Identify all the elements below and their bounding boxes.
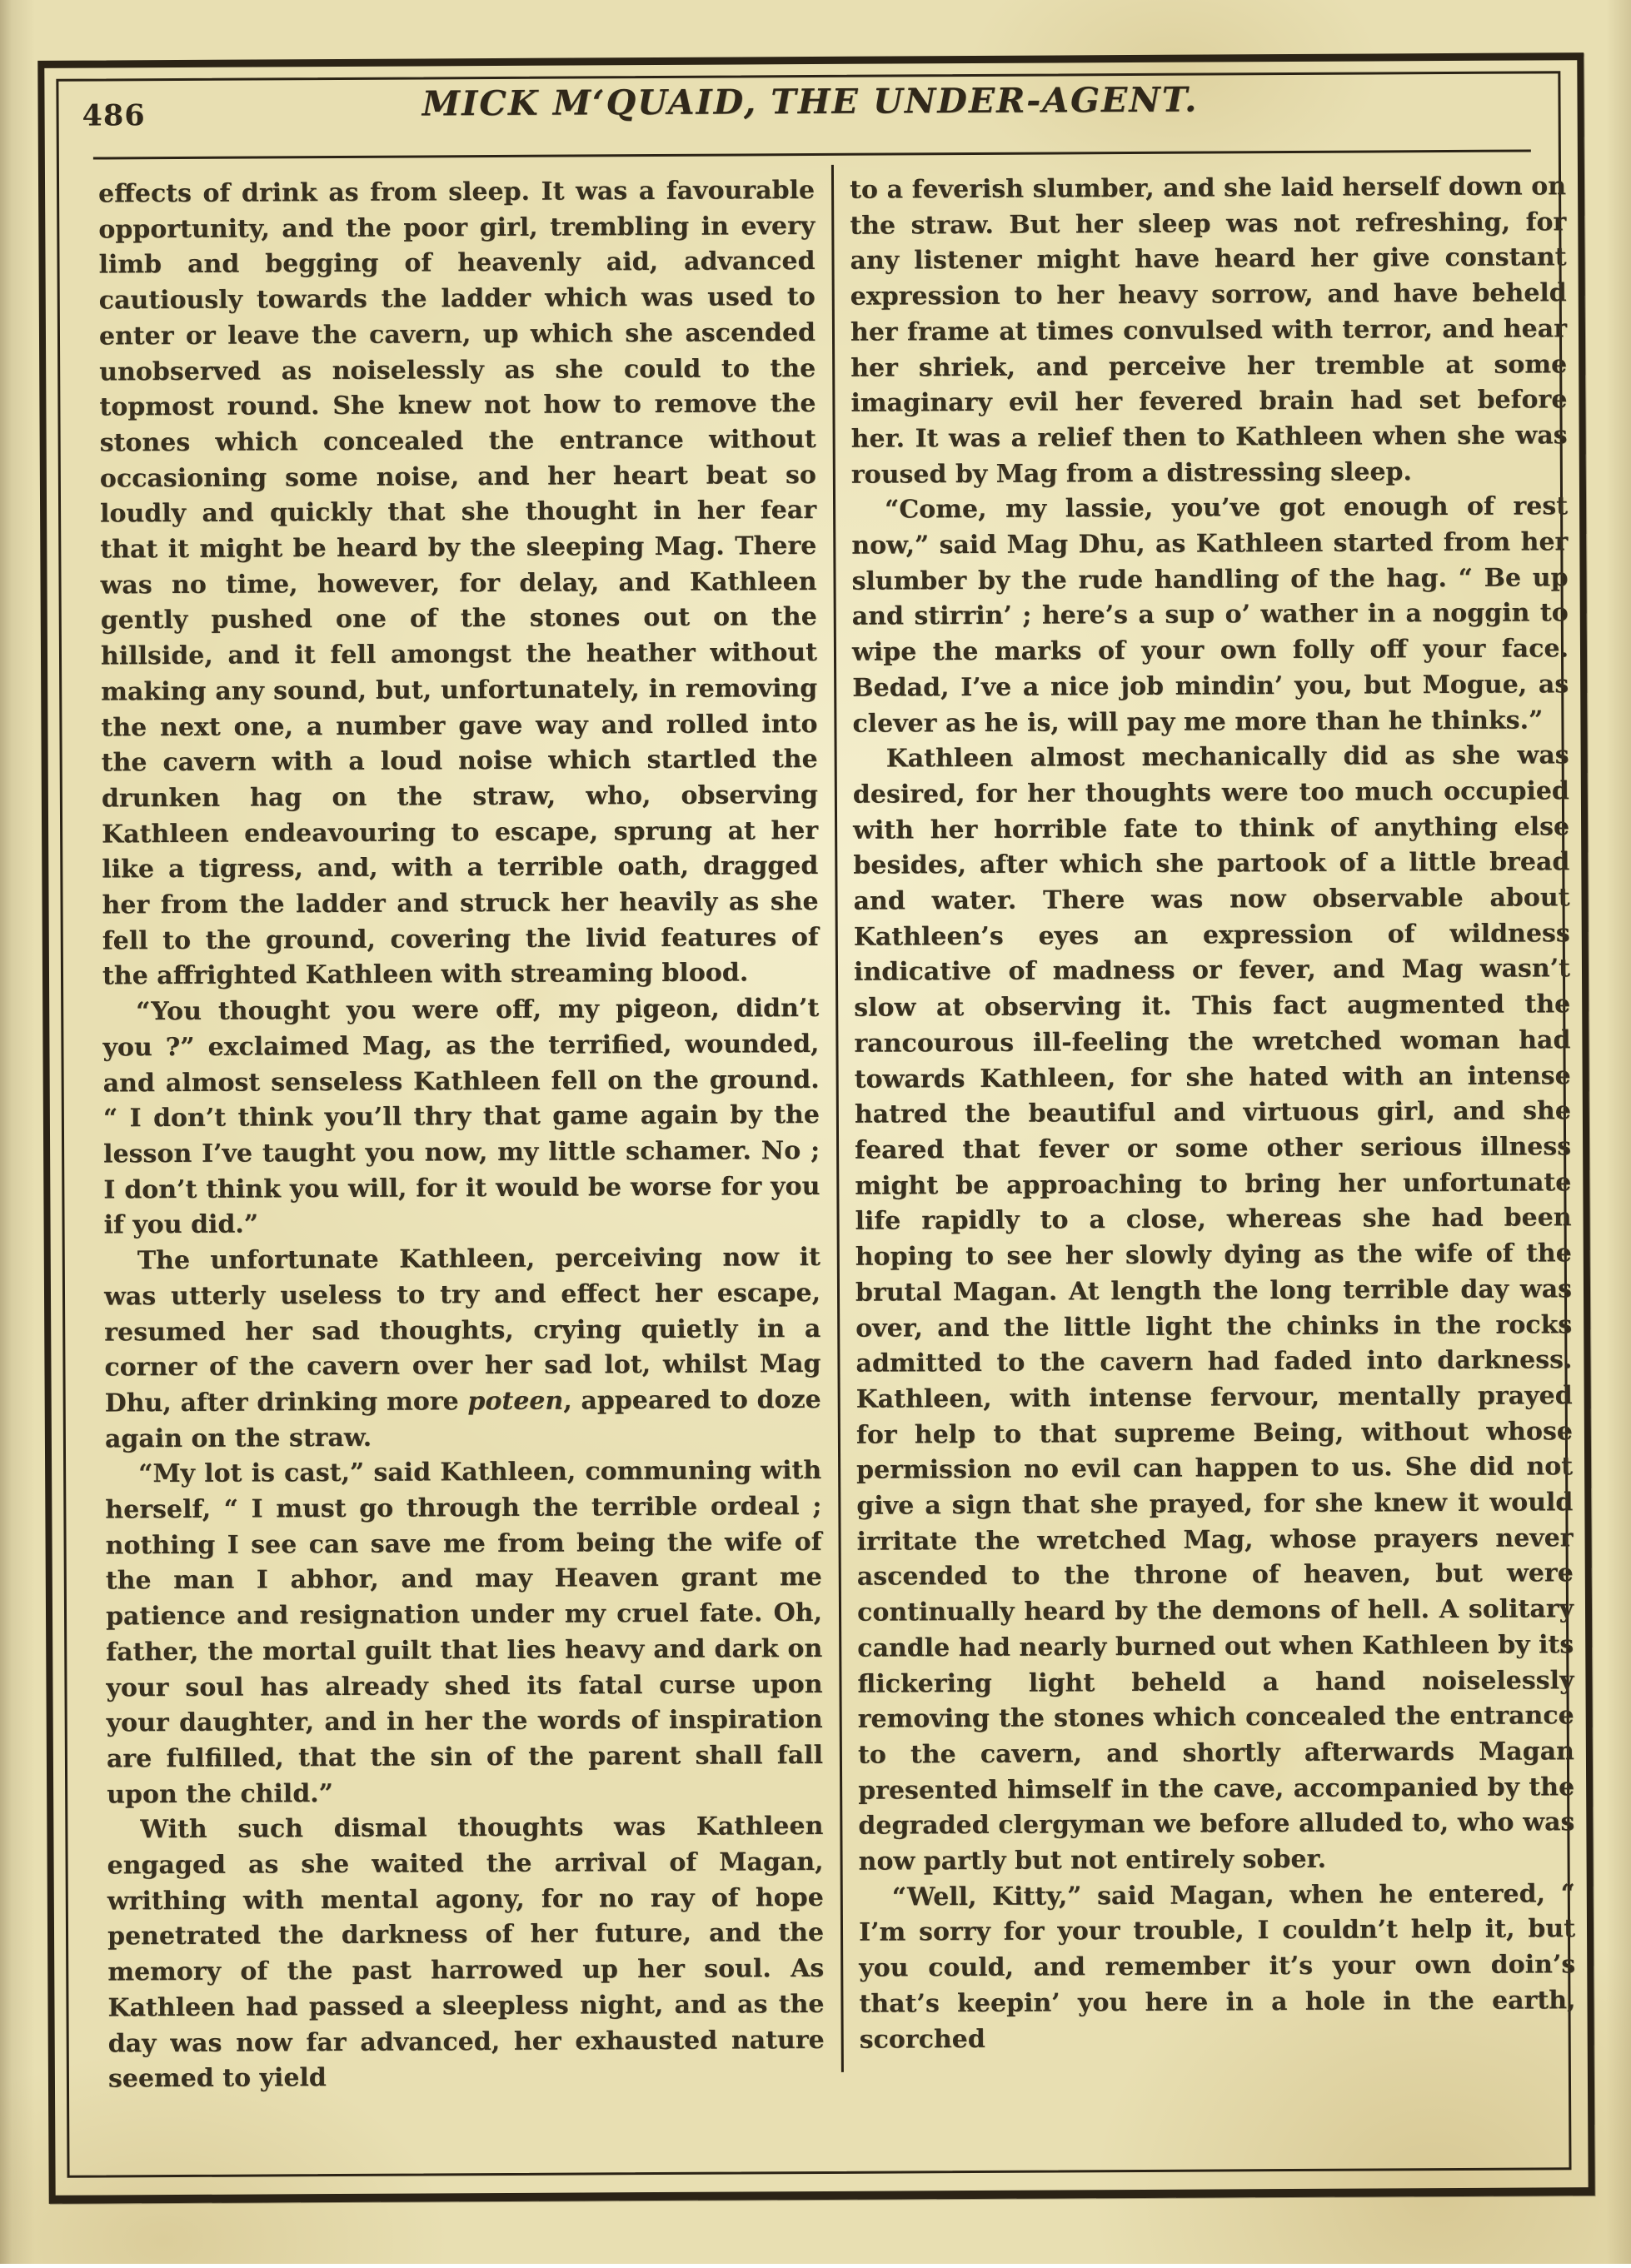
italic-text-segment: poteen [467,1386,564,1417]
right-column [850,169,1576,2058]
page-title: MICK M‘QUAID, THE UNDER-AGENT. [421,79,1199,124]
text-segment: effects of drink as from sleep. It was a favourable opportunity, and the poor girl, trembling in every limb and begging of heavenly aid, advanced cautiously towards the ladder which was used to enter or leave the cavern, up which she ascended unobserved as noiselessly as she could to the topmost round. She knew not how to remove the stones which concealed the entrance without occasioning some noise, and her heart beat so loudly and quickly that she thought in her fear that it might be heard by the sleeping Mag. There was no time, however, for delay, and Kathleen gently pushed one of the stones out on the hillside, and it fell amongst the heather without making any sound, but, unfortunately, in removing the next one, a number gave way and rolled into the cavern with a loud noise which startled the drunken hag on the straw, who, observing Kathleen endeavouring to escape, sprung at her like a tigress, and, with a terrible oath, dragged her from the ladder and struck her heavily as she fell to the ground, covering the livid features of the affrighted Kathleen with streaming blood. [98,175,819,991]
text-segment: “Well, Kitty,” said Magan, when he entered, “ I’m sorry for your trouble, I couldn’t help it, but you could, and remember it’s your own doin’s that’s keepin’ you here in a hole in the earth, scorched [858,1878,1576,2055]
text-segment: The unfortunate Kathleen, perceiving now it was utterly useless to try and effect her escape, resumed her sad thoughts, crying quietly in a corner of the cavern over her sad lot, whilst Mag Dhu, after drinking more [103,1243,821,1418]
paragraph [102,991,820,1244]
text-segment: “You thought you were off, my pigeon, didn’t you ?” exclaimed Mag, as the terrified, wounded, and almost senseless Kathleen fell on the ground. “ I don’t think you’ll thry that game again by the lesson I’ve taught you now, my little schamer. No ; I don’t think you will, for it would be worse for you if you did.” [102,994,820,1240]
text-segment: With such dismal thoughts was Kathleen engaged as she waited the arrival of Magan, writhing with mental agony, for no ray of hope penetrated the darkness of her future, and the memory of the past harrowed up her soul. As Kathleen had passed a sleepless night, and as the day was now far advanced, her exhausted nature seemed to yield [107,1812,825,2094]
left-column [98,173,825,2097]
text-segment: “My lot is cast,” said Kathleen, communing with herself, “ I must go through the terrible ordeal ; nothing I see can save me from being the wife of the man I abhor, and may Heaven grant me patience and resignation under my cruel fate. Oh, father, the mortal guilt that lies heavy and dark on your soul has already shed its fatal curse upon your daughter, and in her the words of inspiration are fulfilled, that the sin of the parent shall fall upon the child.” [105,1456,824,1810]
paragraph [850,169,1568,493]
paragraph [853,739,1575,1881]
paragraph [859,1877,1576,2058]
paragraph [851,490,1569,742]
text-segment: to a feverish slumber, and she laid herself down on the straw. But her sleep was not refreshing, for any listener might have heard her give constant expression to her heavy sorrow, and have beheld her frame at times convulsed with terror, and hear her shriek, and perceive her tremble at some imaginary evil her fevered brain had set before her. It was a relief then to Kathleen when she was roused by Mag from a distressing sleep. [849,172,1568,490]
page-header [44,77,1575,146]
text-segment: , appeared to doze again on the straw. [104,1384,821,1454]
paragraph [98,173,819,995]
paragraph [105,1453,823,1813]
text-segment: “Come, my lassie, you’ve got enough of rest now,” said Mag Dhu, as Kathleen started from her slumber by the rude handling of the hag. “ Be up and stirrin’ ; here’s a sup o’ wather in a noggin to wipe the marks of your own folly off your face. Bedad, I’ve a nice job mindin’ you, but Mogue, as clever as he is, will pay me more than he thinks.” [851,491,1569,739]
paragraph [107,1809,825,2097]
paragraph [104,1240,821,1458]
text-segment: Kathleen almost mechanically did as she was desired, for her thoughts were too much occupied with her horrible fate to think of anything else besides, after which she partook of a little bread and water. There was now observable about Kathleen’s eyes an expression of wildness indicative of madness or fever, and Mag wasn’t slow at observing it. This fact augmented the rancourous ill-feeling the wretched woman had towards Kathleen, for she hated with an intense hatred the beautiful and virtuous girl, and she feared that fever or some other serious illness might be approaching to bring her unfortunate life rapidly to a close, whereas she had been hoping to see her slowly dying as the wife of the brutal Magan. At length the long terrible day was over, and the little light the chinks in the rocks admitted to the cavern had faded into darkness. Kathleen, with intense fervour, mentally prayed for help to that supreme Being, without whose permission no evil can happen to us. She did not give a sign that she prayed, for she knew it would irritate the wretched Mag, whose prayers never ascended to the throne of heaven, but were continually heard by the demons of hell. A solitary candle had nearly burned out when Kathleen by its flickering light beheld a hand noiselessly removing the stones which concealed the entrance to the cavern, and shortly afterwards Magan presented himself in the cave, accompanied by the degraded clergyman we before alluded to, who was now partly but not entirely sober. [852,740,1575,1877]
page-number: 486 [82,98,146,133]
